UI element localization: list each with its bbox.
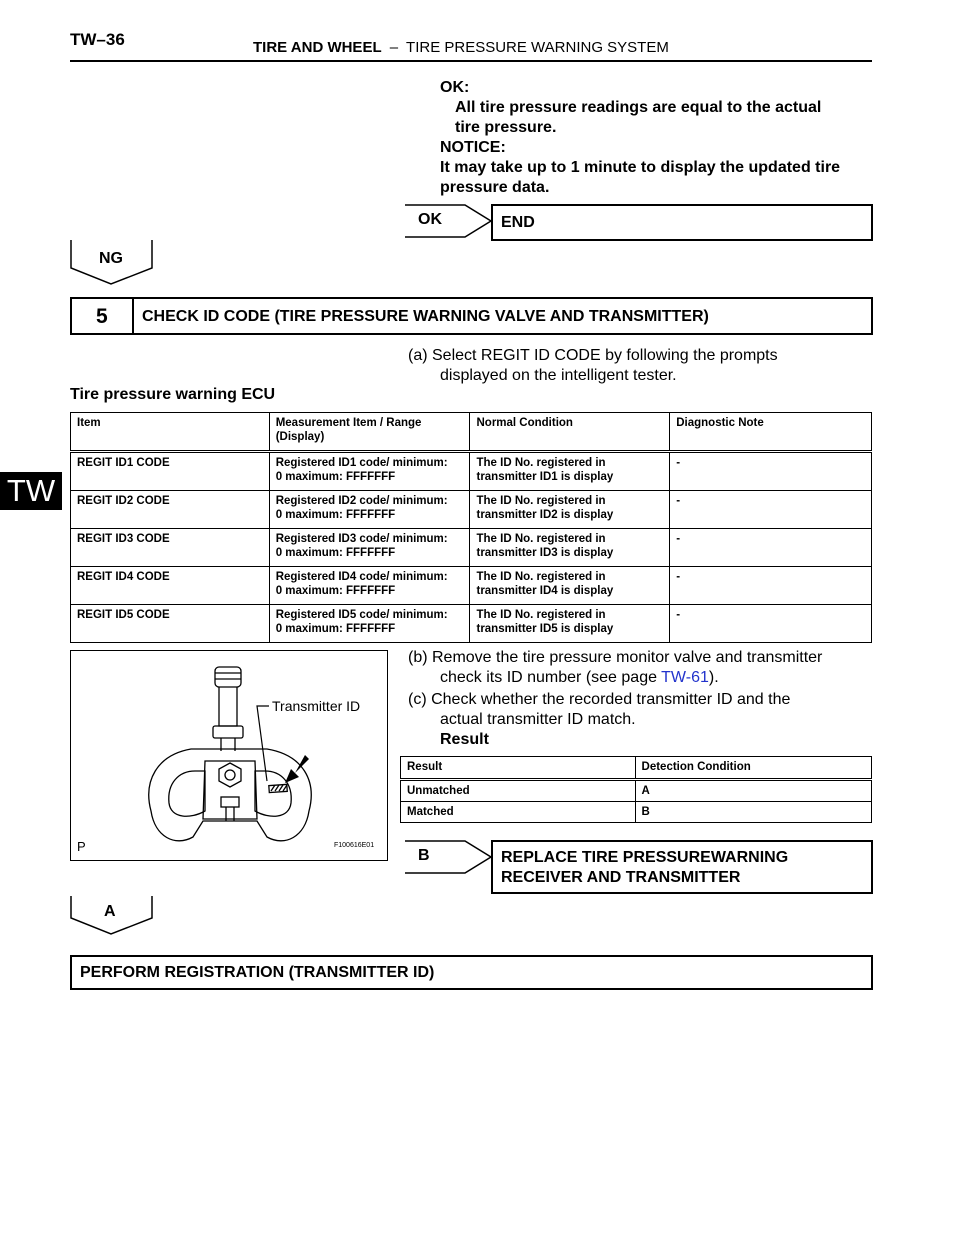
header-separator: – xyxy=(389,39,399,56)
cell-normal-line-1: The ID No. registered in xyxy=(476,457,606,469)
ok-label: OK: xyxy=(440,79,470,96)
ng-arrow-label: NG xyxy=(99,250,123,267)
instruction-a-line-1: (a) Select REGIT ID CODE by following the prompts xyxy=(408,347,778,364)
perform-registration-label: PERFORM REGISTRATION (TRANSMITTER ID) xyxy=(80,964,435,981)
table-row xyxy=(401,780,872,802)
instruction-a-line-2: displayed on the intelligent tester. xyxy=(440,367,677,384)
cell-normal xyxy=(470,605,670,643)
ecu-col-note: Diagnostic Note xyxy=(670,413,872,452)
cell-measurement-line-2: 0 maximum: FFFFFFF xyxy=(275,509,396,521)
instruction-b-line-1: (b) Remove the tire pressure monitor valve and transmitter xyxy=(408,649,823,666)
cell-note: - xyxy=(670,529,872,567)
result-table-header-row xyxy=(401,757,872,780)
replace-box-line-1: REPLACE TIRE PRESSUREWARNING xyxy=(501,849,789,866)
header-rule xyxy=(70,60,872,62)
cell-note: - xyxy=(670,605,872,643)
result-col-result: Result xyxy=(401,757,636,780)
ecu-col-item: Item xyxy=(71,413,270,452)
ecu-col-measurement-line-2: (Display) xyxy=(275,431,325,443)
ecu-table-heading: Tire pressure warning ECU xyxy=(70,386,276,403)
figure-callout-label: Transmitter ID xyxy=(272,698,361,714)
cell-measurement-line-2: 0 maximum: FFFFFFF xyxy=(275,471,396,483)
cell-measurement-line-1: Registered ID2 code/ minimum: xyxy=(275,495,448,507)
cell-normal-line-2: transmitter ID2 is display xyxy=(476,509,614,521)
ecu-col-normal: Normal Condition xyxy=(470,413,670,452)
result-col-condition: Detection Condition xyxy=(635,757,871,780)
cell-measurement xyxy=(269,529,470,567)
ecu-data-table xyxy=(70,412,872,643)
cell-measurement xyxy=(269,567,470,605)
cell-normal xyxy=(470,567,670,605)
header-title xyxy=(253,39,669,56)
cell-item: REGIT ID4 CODE xyxy=(71,567,270,605)
cell-normal-line-2: transmitter ID5 is display xyxy=(476,623,614,635)
step-header xyxy=(70,297,873,335)
table-row xyxy=(71,567,872,605)
step-title: CHECK ID CODE (TIRE PRESSURE WARNING VALVE AND TRANSMITTER) xyxy=(142,308,709,325)
figure-corner-label: P xyxy=(77,839,86,854)
cell-normal-line-1: The ID No. registered in xyxy=(476,533,606,545)
cell-measurement-line-2: 0 maximum: FFFFFFF xyxy=(275,623,396,635)
ecu-col-measurement-line-1: Measurement Item / Range xyxy=(275,417,422,429)
instruction-b-line-2 xyxy=(440,668,719,688)
instruction-b-suffix: ). xyxy=(708,669,719,686)
cell-measurement-line-1: Registered ID5 code/ minimum: xyxy=(275,609,448,621)
table-row xyxy=(71,529,872,567)
header-subsection: TIRE PRESSURE WARNING SYSTEM xyxy=(406,39,669,56)
end-box xyxy=(491,204,873,241)
table-row xyxy=(401,802,872,823)
cell-item: REGIT ID3 CODE xyxy=(71,529,270,567)
cell-item: REGIT ID5 CODE xyxy=(71,605,270,643)
instruction-c-line-1: (c) Check whether the recorded transmitter ID and the xyxy=(408,691,791,708)
cell-measurement-line-1: Registered ID4 code/ minimum: xyxy=(275,571,448,583)
cell-measurement xyxy=(269,605,470,643)
cell-normal-line-2: transmitter ID4 is display xyxy=(476,585,614,597)
cell-normal xyxy=(470,491,670,529)
table-row xyxy=(71,491,872,529)
replace-box-line-2: RECEIVER AND TRANSMITTER xyxy=(501,869,741,886)
cell-normal-line-1: The ID No. registered in xyxy=(476,609,606,621)
result-label: Result xyxy=(440,731,489,748)
page-number: TW–36 xyxy=(70,30,125,49)
header-section: TIRE AND WHEEL xyxy=(253,39,382,56)
cell-normal-line-2: transmitter ID1 is display xyxy=(476,471,614,483)
step-divider xyxy=(132,299,134,333)
notice-label: NOTICE: xyxy=(440,139,506,156)
cell-normal xyxy=(470,452,670,491)
cell-normal xyxy=(470,529,670,567)
cell-condition: A xyxy=(635,780,871,802)
result-table xyxy=(400,756,872,823)
cell-note: - xyxy=(670,491,872,529)
perform-registration-box xyxy=(70,955,873,990)
page-link-tw-61[interactable]: TW-61 xyxy=(661,669,709,686)
end-box-label: END xyxy=(501,214,535,231)
ok-text-line-1: All tire pressure readings are equal to the actual xyxy=(455,99,822,116)
transmitter-figure xyxy=(70,650,388,861)
ok-text-line-2: tire pressure. xyxy=(455,119,557,136)
cell-note: - xyxy=(670,567,872,605)
instruction-b-text: check its ID number (see page xyxy=(440,669,662,686)
instruction-c-line-2: actual transmitter ID match. xyxy=(440,711,636,728)
b-arrow-label: B xyxy=(418,847,430,864)
step-number: 5 xyxy=(96,305,108,328)
ok-arrow-label: OK xyxy=(418,211,442,228)
ecu-table-header-row xyxy=(71,413,872,452)
cell-normal-line-2: transmitter ID3 is display xyxy=(476,547,614,559)
cell-result: Unmatched xyxy=(401,780,636,802)
cell-measurement-line-1: Registered ID3 code/ minimum: xyxy=(275,533,448,545)
transmitter-illustration xyxy=(71,651,387,860)
cell-condition: B xyxy=(635,802,871,823)
notice-text-line-2: pressure data. xyxy=(440,179,550,196)
a-arrow-label: A xyxy=(104,903,116,920)
table-row xyxy=(71,605,872,643)
section-side-tab: TW xyxy=(0,472,62,510)
cell-item: REGIT ID1 CODE xyxy=(71,452,270,491)
replace-box xyxy=(491,840,873,894)
cell-measurement-line-2: 0 maximum: FFFFFFF xyxy=(275,547,396,559)
cell-note: - xyxy=(670,452,872,491)
ecu-col-measurement xyxy=(269,413,470,452)
cell-measurement-line-1: Registered ID1 code/ minimum: xyxy=(275,457,448,469)
figure-code: F100616E01 xyxy=(334,842,375,849)
cell-measurement-line-2: 0 maximum: FFFFFFF xyxy=(275,585,396,597)
notice-text-line-1: It may take up to 1 minute to display the updated tire xyxy=(440,159,841,176)
cell-result: Matched xyxy=(401,802,636,823)
cell-normal-line-1: The ID No. registered in xyxy=(476,571,606,583)
cell-measurement xyxy=(269,452,470,491)
cell-measurement xyxy=(269,491,470,529)
cell-item: REGIT ID2 CODE xyxy=(71,491,270,529)
cell-normal-line-1: The ID No. registered in xyxy=(476,495,606,507)
table-row xyxy=(71,452,872,491)
